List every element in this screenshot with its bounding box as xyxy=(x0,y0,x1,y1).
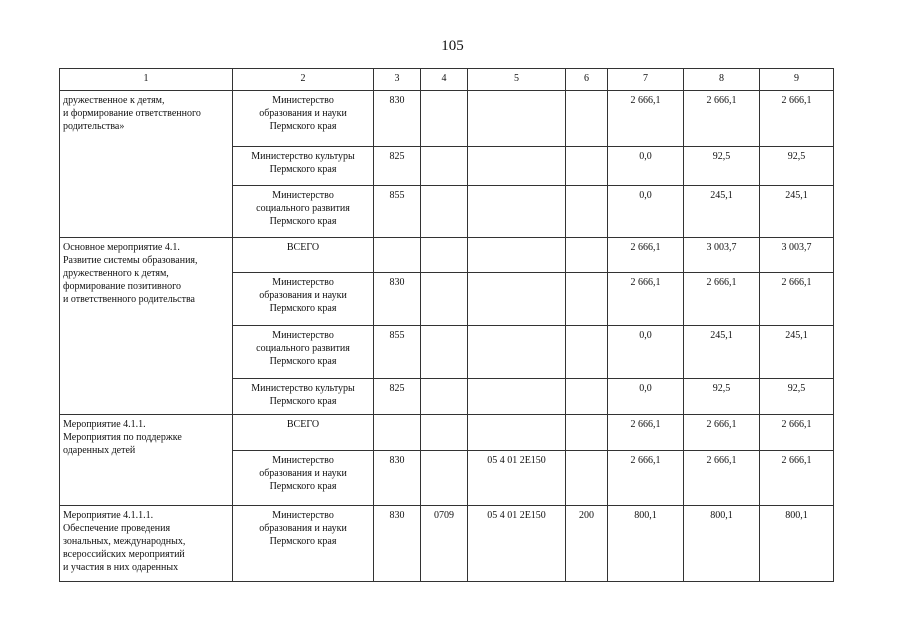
code-expense-type-cell xyxy=(566,186,608,238)
code-section-cell xyxy=(421,238,468,273)
amount-year2-cell: 92,5 xyxy=(684,379,760,415)
amount-year2-cell: 2 666,1 xyxy=(684,91,760,147)
code-target-cell xyxy=(468,147,566,186)
code-grbs-cell: 825 xyxy=(374,379,421,415)
amount-year1-cell: 2 666,1 xyxy=(608,415,684,451)
code-expense-type-cell xyxy=(566,326,608,379)
activity-name-cell: Основное мероприятие 4.1. Развитие системы образования, дружественного к детям, формирование позитивного и ответственного родительства xyxy=(60,238,233,415)
amount-year2-cell: 3 003,7 xyxy=(684,238,760,273)
code-grbs-cell: 825 xyxy=(374,147,421,186)
column-header: 9 xyxy=(760,69,834,91)
amount-year2-cell: 92,5 xyxy=(684,147,760,186)
amount-year1-cell: 2 666,1 xyxy=(608,91,684,147)
amount-year1-cell: 2 666,1 xyxy=(608,238,684,273)
table-row xyxy=(60,506,834,582)
amount-year1-cell: 800,1 xyxy=(608,506,684,582)
code-grbs-cell: 830 xyxy=(374,273,421,326)
amount-year3-cell: 245,1 xyxy=(760,326,834,379)
code-target-cell xyxy=(468,91,566,147)
amount-year1-cell: 0,0 xyxy=(608,186,684,238)
code-expense-type-cell xyxy=(566,273,608,326)
amount-year2-cell: 2 666,1 xyxy=(684,415,760,451)
code-section-cell xyxy=(421,379,468,415)
code-target-cell xyxy=(468,273,566,326)
code-target-cell xyxy=(468,415,566,451)
amount-year2-cell: 800,1 xyxy=(684,506,760,582)
column-header: 8 xyxy=(684,69,760,91)
executor-cell: ВСЕГО xyxy=(233,415,374,451)
amount-year3-cell: 92,5 xyxy=(760,147,834,186)
page-number: 105 xyxy=(441,38,464,54)
table-body xyxy=(60,91,834,582)
code-grbs-cell xyxy=(374,238,421,273)
amount-year1-cell: 2 666,1 xyxy=(608,451,684,506)
code-grbs-cell: 855 xyxy=(374,186,421,238)
code-section-cell xyxy=(421,326,468,379)
code-expense-type-cell xyxy=(566,415,608,451)
column-header: 7 xyxy=(608,69,684,91)
code-grbs-cell xyxy=(374,415,421,451)
code-grbs-cell: 830 xyxy=(374,506,421,582)
code-grbs-cell: 830 xyxy=(374,451,421,506)
code-expense-type-cell xyxy=(566,379,608,415)
executor-cell: Министерство образования и науки Пермского края xyxy=(233,506,374,582)
table-row xyxy=(60,415,834,451)
header-row xyxy=(60,69,834,91)
code-section-cell xyxy=(421,186,468,238)
activity-name-cell: Мероприятие 4.1.1.1. Обеспечение проведения зональных, международных, всероссийских мероприятий и участия в них одаренных xyxy=(60,506,233,582)
amount-year3-cell: 92,5 xyxy=(760,379,834,415)
activity-name-cell: дружественное к детям, и формирование ответственного родительства» xyxy=(60,91,233,238)
code-target-cell: 05 4 01 2Е150 xyxy=(468,451,566,506)
table-row xyxy=(60,238,834,273)
budget-table xyxy=(59,68,834,582)
code-expense-type-cell: 200 xyxy=(566,506,608,582)
amount-year3-cell: 2 666,1 xyxy=(760,273,834,326)
code-section-cell xyxy=(421,415,468,451)
column-header: 3 xyxy=(374,69,421,91)
executor-cell: Министерство образования и науки Пермского края xyxy=(233,451,374,506)
code-target-cell xyxy=(468,326,566,379)
executor-cell: Министерство культуры Пермского края xyxy=(233,379,374,415)
amount-year1-cell: 0,0 xyxy=(608,147,684,186)
executor-cell: ВСЕГО xyxy=(233,238,374,273)
table-row xyxy=(60,91,834,147)
code-section-cell xyxy=(421,451,468,506)
amount-year2-cell: 245,1 xyxy=(684,186,760,238)
executor-cell: Министерство образования и науки Пермского края xyxy=(233,91,374,147)
amount-year1-cell: 0,0 xyxy=(608,379,684,415)
amount-year1-cell: 2 666,1 xyxy=(608,273,684,326)
code-target-cell xyxy=(468,186,566,238)
column-header: 5 xyxy=(468,69,566,91)
column-header: 6 xyxy=(566,69,608,91)
code-expense-type-cell xyxy=(566,451,608,506)
code-grbs-cell: 855 xyxy=(374,326,421,379)
code-expense-type-cell xyxy=(566,91,608,147)
amount-year2-cell: 245,1 xyxy=(684,326,760,379)
amount-year3-cell: 800,1 xyxy=(760,506,834,582)
column-header: 4 xyxy=(421,69,468,91)
column-header: 2 xyxy=(233,69,374,91)
amount-year2-cell: 2 666,1 xyxy=(684,273,760,326)
amount-year3-cell: 245,1 xyxy=(760,186,834,238)
amount-year3-cell: 2 666,1 xyxy=(760,451,834,506)
amount-year3-cell: 3 003,7 xyxy=(760,238,834,273)
code-expense-type-cell xyxy=(566,238,608,273)
code-target-cell xyxy=(468,379,566,415)
code-section-cell xyxy=(421,91,468,147)
code-target-cell xyxy=(468,238,566,273)
code-section-cell xyxy=(421,273,468,326)
executor-cell: Министерство социального развития Пермского края xyxy=(233,186,374,238)
executor-cell: Министерство социального развития Пермского края xyxy=(233,326,374,379)
code-section-cell xyxy=(421,147,468,186)
activity-name-cell: Мероприятие 4.1.1. Мероприятия по поддержке одаренных детей xyxy=(60,415,233,506)
code-expense-type-cell xyxy=(566,147,608,186)
code-grbs-cell: 830 xyxy=(374,91,421,147)
amount-year2-cell: 2 666,1 xyxy=(684,451,760,506)
code-target-cell: 05 4 01 2Е150 xyxy=(468,506,566,582)
code-section-cell: 0709 xyxy=(421,506,468,582)
executor-cell: Министерство культуры Пермского края xyxy=(233,147,374,186)
amount-year3-cell: 2 666,1 xyxy=(760,91,834,147)
column-header: 1 xyxy=(60,69,233,91)
executor-cell: Министерство образования и науки Пермского края xyxy=(233,273,374,326)
amount-year3-cell: 2 666,1 xyxy=(760,415,834,451)
amount-year1-cell: 0,0 xyxy=(608,326,684,379)
